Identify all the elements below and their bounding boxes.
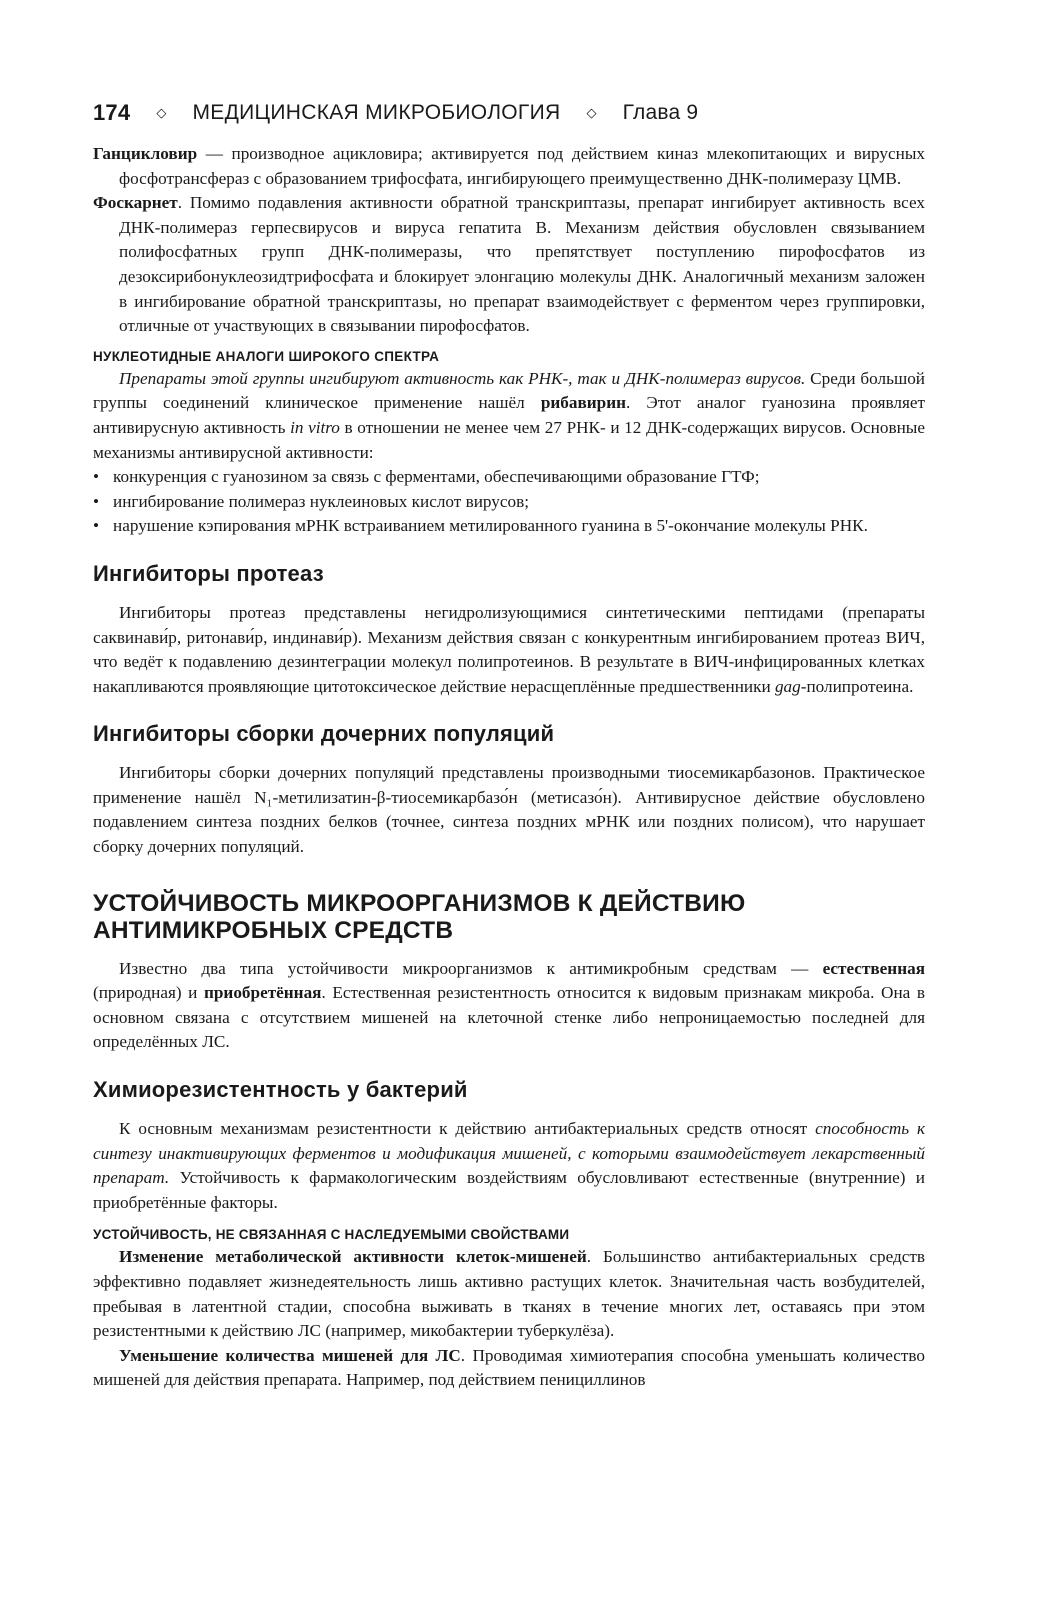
section-heading-chemoresistance: Химиорезистентность у бактерий: [93, 1077, 468, 1103]
text: . Этот аналог гуанозина проявляет антивирусную активность: [93, 393, 925, 437]
italic-text: способность к синтезу инактивирующих ферментов и модификация мишеней, с которыми взаимодействует лекарственный препарат.: [93, 1119, 926, 1188]
text: . Проводимая химиотерапия способна уменьшать количество мишеней для действия препарата. Например, под действием пенициллинов: [93, 1345, 925, 1390]
running-header: [93, 98, 925, 128]
book-page: [93, 98, 925, 1393]
page-number: 174: [93, 100, 131, 125]
section-heading-protease: Ингибиторы протеаз: [93, 560, 324, 586]
italic-text: in vitro: [290, 417, 340, 437]
definition-text: . Помимо подавления активности обратной транскриптазы, препарат ингибирует активность всех ДНК-полимераз герпесвирусов и вируса гепатита В. Механизм действия обусловлен связыванием полифосфатных групп ДНК-полимеразы, что препятствует поступлению пирофосфатов из дезоксирибонуклеозидтрифосфата и блокирует элонгацию молекулы ДНК. Аналогичный механизм заложен в ингибирование обратной транскриптазы, но препарат взаимодействует с ферментом через группировки, отличные от участвующих в связывании пирофосфатов.: [119, 193, 925, 336]
text: -полипротеина.: [800, 676, 914, 696]
heading-line: АНТИМИКРОБНЫХ СРЕДСТВ: [93, 916, 454, 944]
bullet-list: [93, 465, 925, 539]
list-item: • нарушение кэпирования мРНК встраиванием метилированного гуанина в 5'-окончание молекулы РНК.: [93, 514, 925, 539]
bold-text: естественная: [822, 958, 925, 978]
italic-text: gag: [774, 676, 801, 696]
paragraph: [93, 601, 925, 699]
text: Среди большой группы соединений клиническое применение нашёл: [93, 368, 925, 413]
text: Известно два типа устойчивости микроорганизмов к антимикробным средствам —: [119, 958, 823, 978]
bold-text: Изменение метаболической активности клеток-мишеней: [119, 1247, 587, 1267]
paragraph: Ингибиторы сборки дочерних популяций представлены производными тиосемикарбазонов. Практическое применение нашёл N₁-метилизатин-β-тиосемикарбазо́н (метисазо́н). Антивирусное действие обусловлено подавлением синтеза поздних белков (точнее, синтеза поздних мРНК или поздних полисом), что нарушает сборку дочерних популяций.: [93, 763, 925, 857]
subsection-heading: УСТОЙЧИВОСТЬ, НЕ СВЯЗАННАЯ С НАСЛЕДУЕМЫМИ СВОЙСТВАМИ: [93, 1227, 570, 1243]
diamond-separator-icon: ◇: [156, 105, 167, 120]
text: (природная) и: [93, 983, 204, 1003]
section-heading-assembly: Ингибиторы сборки дочерних популяций: [93, 721, 555, 747]
book-title: МЕДИЦИНСКАЯ МИКРОБИОЛОГИЯ: [192, 101, 561, 124]
paragraph: [93, 1245, 925, 1343]
definition-foscarnet: [93, 191, 925, 339]
paragraph: [93, 957, 925, 1055]
text: в отношении не менее чем 27 РНК- и 12 ДНК-содержащих вирусов. Основные механизмы антивирусной активности:: [93, 417, 925, 462]
term: Фоскарнет: [93, 193, 178, 213]
bold-text: приобретённая: [203, 983, 322, 1003]
chapter-label: Глава 9: [622, 101, 699, 124]
bold-text: рибавирин: [540, 393, 627, 413]
paragraph: [93, 1344, 925, 1393]
list-item: • конкуренция с гуанозином за связь с ферментами, обеспечивающими образование ГТФ;: [93, 465, 925, 490]
list-item: • ингибирование полимераз нуклеиновых кислот вирусов;: [93, 490, 925, 515]
paragraph: [93, 367, 925, 465]
text: . Естественная резистентность относится к видовым признакам микроба. Она в основном связана с отсутствием мишеней на клеточной стенке либо непроницаемостью последней для определённых ЛС.: [93, 983, 925, 1052]
text: Ингибиторы протеаз представлены негидролизующимися синтетическими пептидами (препараты саквинави́р, ритонави́р, индинави́р). Механизм действия связан с конкурентным ингибированием протеаз ВИЧ, что ведёт к подавлению дезинтеграции молекул полипротеинов. В результате в ВИЧ-инфицированных клетках накапливаются проявляющие цитотоксическое действие нерасщеплённые предшественники: [93, 602, 925, 696]
text: К основным механизмам резистентности к действию антибактериальных средств относят: [119, 1119, 816, 1139]
paragraph: [93, 1117, 925, 1215]
bold-text: Уменьшение количества мишеней для ЛС: [119, 1345, 461, 1365]
text: Устойчивость к фармакологическим воздействиям обусловливают естественные (внутренние) и приобретённые факторы.: [93, 1168, 925, 1212]
term: Ганцикловир: [93, 144, 198, 163]
heading-line: УСТОЙЧИВОСТЬ МИКРООРГАНИЗМОВ К ДЕЙСТВИЮ: [93, 889, 746, 917]
chapter-section-heading: [93, 890, 925, 944]
definition-text: — производное ацикловира; активируется под действием киназ млекопитающих и вирусных фосфотрансфераз с образованием трифосфата, ингибирующего преимущественно ДНК-полимеразу ЦМВ.: [119, 144, 925, 188]
text: . Большинство антибактериальных средств эффективно подавляет жизнедеятельность лишь активно растущих клеток. Значительная часть возбудителей, пребывая в латентной стадии, способна выживать в тканях в течение многих лет, оставаясь при этом резистентными к действию ЛС (например, микобактерии туберкулёза).: [93, 1247, 926, 1341]
section-heading-nucleotide: НУКЛЕОТИДНЫЕ АНАЛОГИ ШИРОКОГО СПЕКТРА: [93, 348, 440, 364]
diamond-separator-icon: ◇: [586, 105, 597, 120]
italic-text: Препараты этой группы ингибируют активность как РНК-, так и ДНК-полимераз вирусов.: [119, 368, 806, 388]
definition-ganciclovir: [93, 142, 925, 191]
